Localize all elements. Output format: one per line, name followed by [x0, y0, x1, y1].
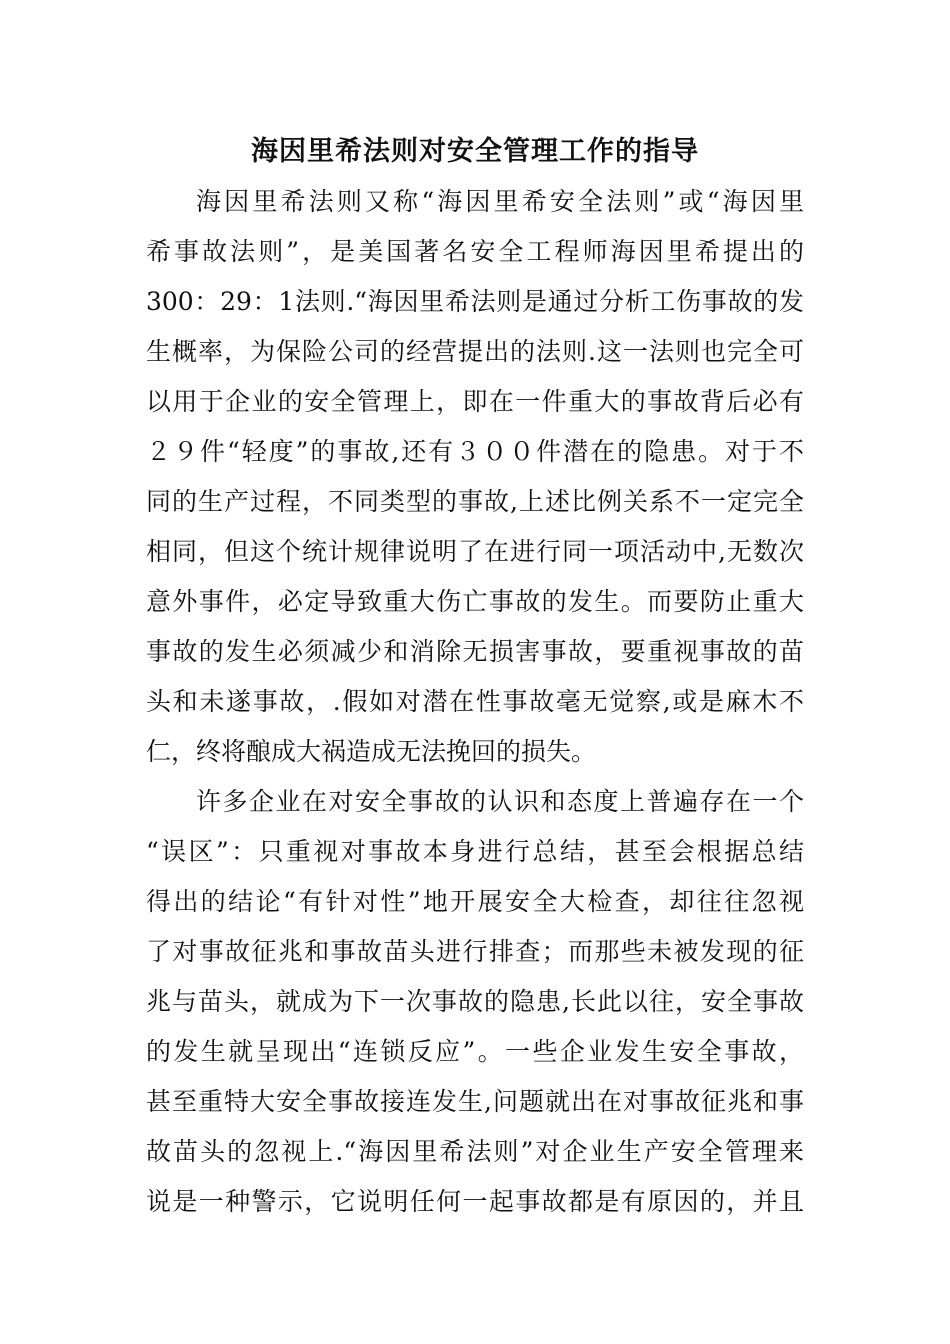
- paragraph1-line-5: 以用于企业的安全管理上，即在一件重大的事故背后必有: [146, 387, 804, 416]
- paragraph1-line-1: 海因里希法则又称“海因里希安全法则”或“海因里: [196, 187, 804, 216]
- paragraph1-line-9: 意外事件，必定导致重大伤亡事故的发生。而要防止重大: [146, 587, 804, 616]
- paragraph2-line-7: 甚至重特大安全事故接连发生,问题就出在对事故征兆和事: [146, 1087, 804, 1116]
- paragraph2-line-8: 故苗头的忽视上.“海因里希法则”对企业生产安全管理来: [146, 1137, 804, 1166]
- paragraph1-line-6: ２９件“轻度”的事故,还有３００件潜在的隐患。对于不: [146, 437, 804, 466]
- paragraph1-line-4: 生概率，为保险公司的经营提出的法则.这一法则也完全可: [146, 337, 804, 366]
- document-title: 海因里希法则对安全管理工作的指导: [251, 136, 699, 167]
- paragraph2-line-4: 了对事故征兆和事故苗头进行排查；而那些未被发现的征: [146, 937, 804, 966]
- paragraph2-line-2: “误区”：只重视对事故本身进行总结，甚至会根据总结: [146, 837, 804, 866]
- paragraph1-line-2: 希事故法则”，是美国著名安全工程师海因里希提出的: [146, 237, 804, 266]
- paragraph1-line-12: 仁，终将酿成大祸造成无法挽回的损失。: [146, 737, 597, 766]
- paragraph1-line-11: 头和未遂事故，.假如对潜在性事故毫无觉察,或是麻木不: [146, 687, 804, 716]
- paragraph1-line-8: 相同，但这个统计规律说明了在进行同一项活动中,无数次: [146, 537, 804, 566]
- paragraph2-line-5: 兆与苗头，就成为下一次事故的隐患,长此以往，安全事故: [146, 987, 804, 1016]
- paragraph1-line-10: 事故的发生必须减少和消除无损害事故，要重视事故的苗: [146, 637, 804, 666]
- paragraph2-line-9: 说是一种警示，它说明任何一起事故都是有原因的，并且: [146, 1187, 804, 1216]
- paragraph2-line-3: 得出的结论“有针对性”地开展安全大检查，却往往忽视: [146, 887, 804, 916]
- paragraph2-line-1: 许多企业在对安全事故的认识和态度上普遍存在一个: [196, 787, 804, 816]
- paragraph2-line-6: 的发生就呈现出“连锁反应”。一些企业发生安全事故，: [146, 1037, 804, 1066]
- paragraph1-line-7: 同的生产过程，不同类型的事故,上述比例关系不一定完全: [146, 487, 804, 516]
- paragraph1-line-3: 300：29：1法则.“海因里希法则是通过分析工伤事故的发: [146, 287, 804, 316]
